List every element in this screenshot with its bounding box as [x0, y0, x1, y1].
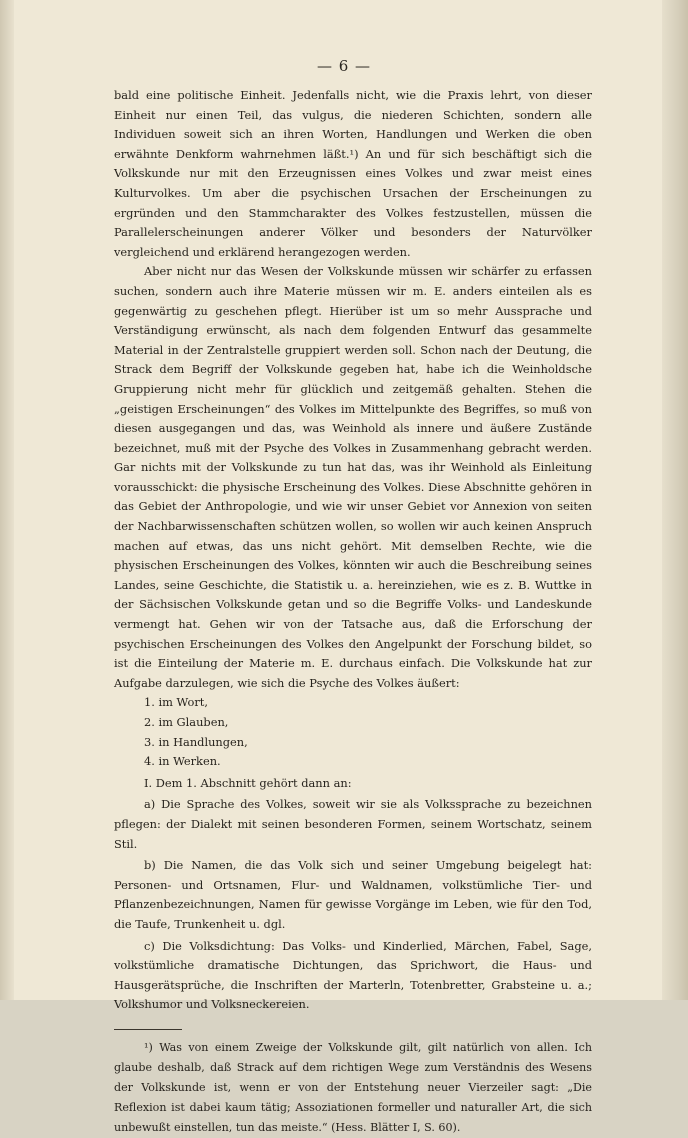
subsection-c: c) Die Volksdichtung: Das Volks- und Kinderlied, Märchen, Fabel, Sage, volkstümliche dramatische Dichtungen, das Sprichwort, die Haus- und Hausgerätsprüche, die Inschriften der Marterln, Totenbretter, Grabsteine u. a.; Volkshumor und Volksneckereien. [114, 938, 592, 1012]
paragraph-1: bald eine politische Einheit. Jedenfalls nicht, wie die Praxis lehrt, von dieser Einheit nur einen Teil, das vulgus, die niederen Schichten, sondern alle Individuen soweit sich an ihren Worten, Handlungen und Werken die oben erwähnte Denkform wahrnehmen läßt.¹) An und für sich beschäftigt sich die Volkskunde nur mit den Erzeugnissen eines Volkes und zwar meist eines Kulturvolkes. Um aber die psychischen Ursachen der Erscheinungen zu ergründen und den Stammcharakter des Volkes festzustellen, müssen die Parallelerscheinungen anderer Völker und besonders der Naturvölker vergleichend und erklärend herangezogen werden. [114, 88, 592, 259]
section-heading: I. Dem 1. Abschnitt gehört dann an: [144, 775, 352, 790]
paragraph-2: Aber nicht nur das Wesen der Volkskunde müssen wir schärfer zu erfassen suchen, sondern auch ihre Materie müssen wir m. E. anders einteilen als es gegenwärtig zu geschehen pflegt. Hierüber ist um so mehr Aussprache und Verständigung erwünscht, als nach dem folgenden Entwurf das gesammelte Material in der Zentralstelle gruppiert werden soll. Schon nach der Deutung, die Strack dem Begriff der Volkskunde gegeben hat, habe ich die Weinholdsche Gruppierung nicht mehr für glücklich und zeitgemäß gehalten. Stehen die „geistigen Erscheinungen“ des Volkes im Mittelpunkte des Begriffes, so muß von diesen ausgegangen und das, was Weinhold als innere und äußere Zustände bezeichnet, muß mit der Psyche des Volkes in Zusammenhang gebracht werden. Gar nichts mit der Volkskunde zu tun hat das, was ihr Weinhold als Einleitung vorausschickt: die physische Erscheinung des Volkes. Diese Abschnitte gehören in das Gebiet der Anthropologie, und wie wir unser Gebiet vor Annexion von seiten der Nachbarwissenschaften schützen wollen, so wollen wir auch keinen Anspruch machen auf etwas, das uns nicht gehört. Mit demselben Rechte, wie die physischen Erscheinungen des Volkes, könnten wir auch die Beschreibung seines Landes, seine Geschichte, die Statistik u. a. hereinziehen, wie es z. B. Wuttke in der Sächsischen Volkskunde getan und so die Begriffe Volks- und Landeskunde vermengt hat. Gehen wir von der Tatsache aus, daß die Erforschung der psychischen Erscheinungen des Volkes den Angelpunkt der Forschung bildet, so ist die Einteilung der Materie m. E. durchaus einfach. Die Volkskunde hat zur Aufgabe darzulegen, wie sich die Psyche des Volkes äußert: [114, 264, 592, 690]
footnote-divider [114, 1029, 182, 1030]
page-number: — 6 — [316, 57, 372, 75]
list-item: 2. im Glauben, [144, 715, 229, 729]
footnote: ¹) Was von einem Zweige der Volkskunde gilt, gilt natürlich von allen. Ich glaube deshalb, daß Strack auf dem richtigen Wege zum Verständnis des Wesens der Volkskunde ist, wenn er von der Entstehung neuer Vierzeiler sagt: „Die Reflexion ist dabei kaum tätig; Assoziationen formeller und naturaller Art, die sich unbewußt einstellen, tun das meiste.“ (Hess. Blätter I, S. 60). [114, 1040, 592, 1134]
expression-list [114, 693, 592, 771]
page-content [114, 86, 592, 1138]
list-item: 1. im Wort, [144, 695, 208, 710]
subsection-b: b) Die Namen, die das Volk sich und seiner Umgebung beigelegt hat: Personen- und Ortsnamen, Flur- und Waldnamen, volkstümliche Tier- und Pflanzenbezeichnungen, Namen für gewisse Vorgänge im Leben, wie für den Tod, die Taufe, Trunkenheit u. dgl. [114, 858, 592, 931]
subsection-a: a) Die Sprache des Volkes, soweit wir sie als Volkssprache zu bezeichnen pflegen: der Dialekt mit seinen besonderen Formen, seinem Wortschatz, seinem Stil. [114, 797, 592, 851]
list-item: 4. in Werken. [144, 754, 221, 769]
list-item: 3. in Handlungen, [144, 734, 248, 749]
